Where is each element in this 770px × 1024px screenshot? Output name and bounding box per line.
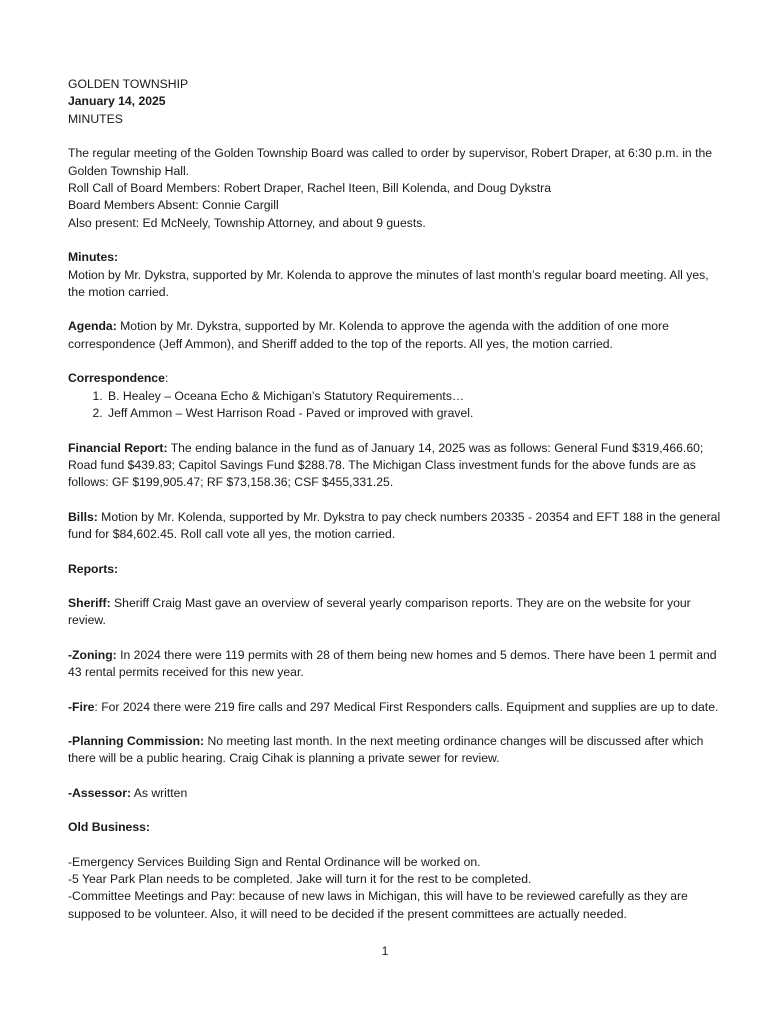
also-present: Also present: Ed McNeely, Township Attorney, and about 9 guests. (68, 215, 426, 230)
minutes-text: Motion by Mr. Dykstra, supported by Mr. Kolenda to approve the minutes of last month’s regular board meeting. All yes, the motion carried. (68, 267, 709, 300)
call-to-order: The regular meeting of the Golden Township Board was called to order by supervisor, Robert Draper, at 6:30 p.m. in the Golden Township Hall. (68, 146, 713, 178)
roll-call: Roll Call of Board Members: Robert Draper, Rachel Iteen, Bill Kolenda, and Doug Dykstra (68, 181, 551, 196)
correspondence-heading: Correspondence: (68, 371, 169, 386)
document-type: MINUTES (68, 111, 123, 126)
reports-heading: Reports: (68, 561, 119, 576)
correspondence-list (68, 388, 728, 423)
members-absent: Board Members Absent: Connie Cargill (68, 198, 279, 213)
assessor-report: -Assessor: As written (68, 785, 188, 800)
old-business-item: -Emergency Services Building Sign and Rental Ordinance will be worked on. (68, 854, 481, 869)
bills-section: Bills: Motion by Mr. Kolenda, supported by Mr. Dykstra to pay check numbers 20335 - 20354 and EFT 188 in the general fund for $84,602.45. Roll call vote all yes, the motion carried. (68, 509, 721, 542)
agenda-section: Agenda: Motion by Mr. Dykstra, supported by Mr. Kolenda to approve the agenda with the addition of one more correspondence (Jeff Ammon), and Sheriff added to the top of the reports. All yes, the motion carried. (68, 319, 669, 351)
document-page (68, 76, 728, 923)
bills-heading: Bills: (68, 509, 98, 524)
old-business-item: -Committee Meetings and Pay: because of new laws in Michigan, this will have to be reviewed carefully as they are supposed to be volunteer. Also, it will need to be decided if the present committees are actually needed. (68, 889, 688, 921)
township-name: GOLDEN TOWNSHIP (68, 77, 189, 91)
financial-heading: Financial Report: (68, 440, 168, 455)
agenda-heading: Agenda: (68, 319, 117, 334)
financial-report: Financial Report: The ending balance in the fund as of January 14, 2025 was as follows: General Fund $319,466.60; Road fund $439.83; Capitol Savings Fund $288.78. The Michigan Class investment funds for the above funds are as follows: GF $199,905.47; RF $73,158.36; CSF $455,331.25. (68, 440, 704, 490)
list-item: 2. Jeff Ammon – West Harrison Road - Paved or improved with gravel. (106, 405, 728, 422)
meeting-date: January 14, 2025 (68, 94, 166, 109)
old-business-item: -5 Year Park Plan needs to be completed. Jake will turn it for the rest to be completed. (68, 872, 532, 886)
zoning-report: -Zoning: In 2024 there were 119 permits with 28 of them being new homes and 5 demos. There have been 1 permit and 43 rental permits received for this new year. (68, 647, 717, 680)
page-number: 1 (381, 944, 389, 958)
list-item: 1. B. Healey – Oceana Echo & Michigan’s Statutory Requirements… (106, 388, 728, 405)
fire-report: -Fire: For 2024 there were 219 fire calls and 297 Medical First Responders calls. Equipment and supplies are up to date. (68, 699, 719, 714)
old-business-heading: Old Business: (68, 820, 150, 835)
planning-report: -Planning Commission: No meeting last month. In the next meeting ordinance changes will be discussed after which there will be a public hearing. Craig Cihak is planning a private sewer for review. (68, 733, 704, 766)
sheriff-report: Sheriff: Sheriff Craig Mast gave an overview of several yearly comparison reports. They are on the website for your review. (68, 595, 691, 628)
minutes-heading: Minutes: (68, 250, 119, 265)
